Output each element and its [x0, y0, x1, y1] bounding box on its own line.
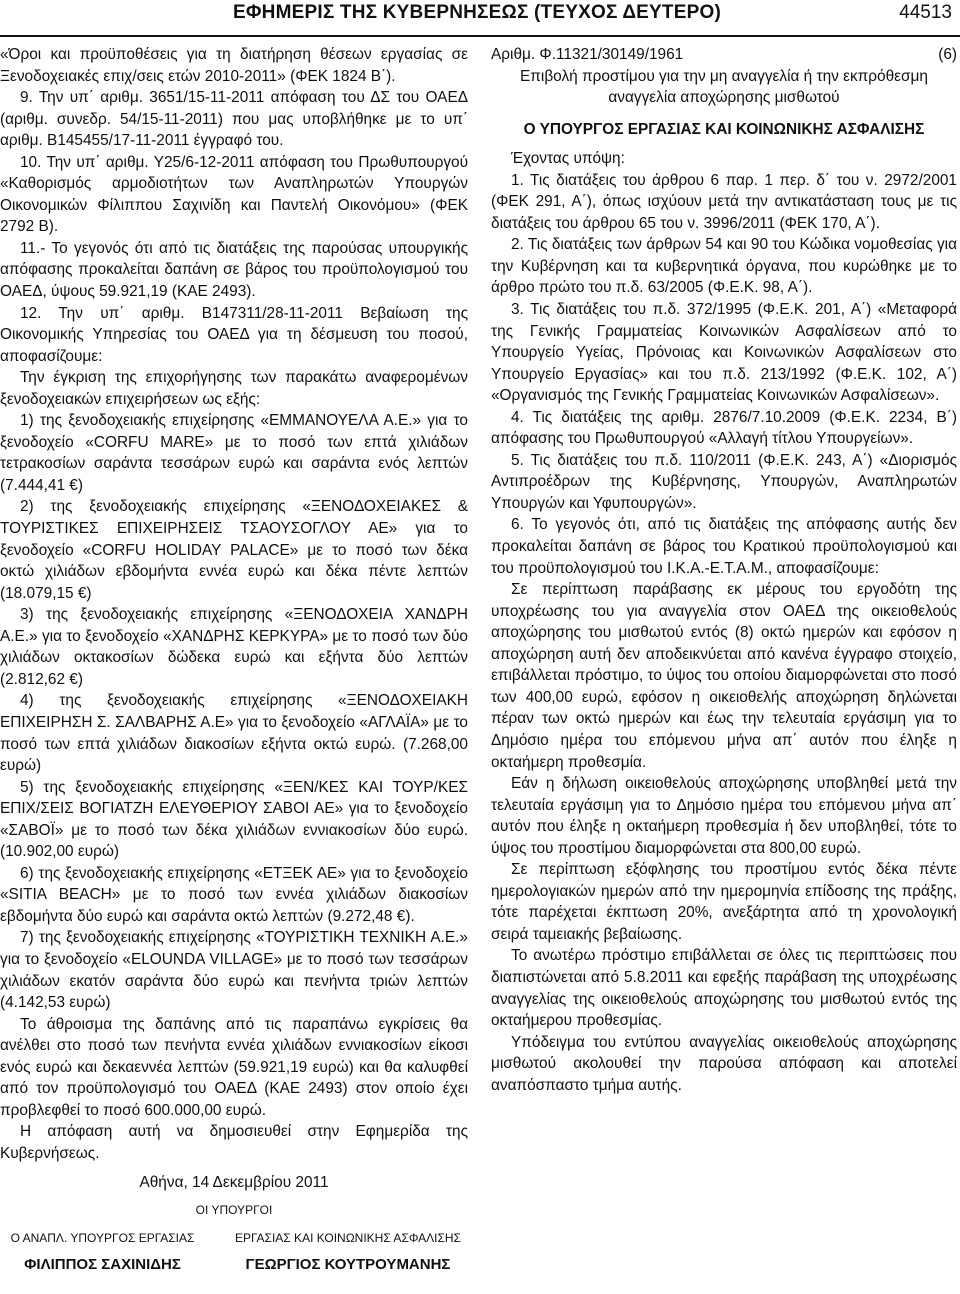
approval-item: 2) της ξενοδοχειακής επιχείρησης «ΞΕΝΟΔΟΧΕΙΑΚΕΣ & ΤΟΥΡΙΣΤΙΚΕΣ ΕΠΙΧΕΙΡΗΣΕΙΣ ΤΣΑΟΥΣΟΓΛΟΥ ΑΕ» για το ξενοδοχείο «CORFU HOLIDAY PALACE» με το ποσό των δέκα οκτώ χιλιάδων εβδομήντα εννέα ευρώ και δέκα πέντε λεπτών (18.079,15 €)	[0, 498, 468, 602]
signature-name: ΦΙΛΙΠΠΟΣ ΣΑΧΙΝΙΔΗΣ	[24, 1255, 181, 1273]
paragraph: Σε περίπτωση εξόφλησης του προστίμου εντός δέκα πέντε ημερολογιακών ημερών από την ημερομηνία επίδοσης της πράξης, τότε παρέχεται έκπτωση 20%, ανεξάρτητα από τη χρονολογική σειρά ταμειακής βεβαίωσης.	[491, 861, 957, 943]
approval-item: 5) της ξενοδοχειακής επιχείρησης «ΞΕΝ/ΚΕΣ ΚΑΙ ΤΟΥΡ/ΚΕΣ ΕΠΙΧ/ΣΕΙΣ ΒΟΓΙΑΤΖΗ ΕΛΕΥΘΕΡΙΟΥ ΣΑΒΟΙ ΑΕ» για το ξενοδοχείο «ΣΑΒΟΪ» με το ποσό των δέκα χιλιάδων εννιακοσίων δύο ευρώ. (10.902,00 ευρώ)	[0, 778, 468, 861]
paragraph: Εάν η δήλωση οικειοθελούς αποχώρησης υποβληθεί μετά την τελευταία εργάσιμη για το Δημόσιο ημέρα του επόμενου μήνα απ΄ αυτόν που έληξε η οκταήμερη προθεσμία ή δεν υποβληθεί, τότε το ύψος του προστίμου διαμορφώνεται στα 800,00 ευρώ.	[491, 775, 957, 857]
signature-role: Ο ΑΝΑΠΛ. ΥΠΟΥΡΓΟΣ ΕΡΓΑΣΙΑΣ	[10, 1230, 195, 1245]
paragraph: 9. Την υπ΄ αριθμ. 3651/15-11-2011 απόφαση του ΔΣ του ΟΑΕΔ (αριθμ. συνεδρ. 54/15-11-2011) που μας υποβλήθηκε με το υπ΄ αριθμ. Β145455/17-11-2011 έγγραφό του.	[0, 89, 468, 150]
paragraph: 1. Τις διατάξεις του άρθρου 6 παρ. 1 περ. δ΄ του ν. 2972/2001 (ΦΕΚ 291, Α΄), όπως ισχύουν μετά την αντικατάσταση τους με τις διατάξεις του άρθρου 65 του ν. 3996/2011 (ΦΕΚ 170, Α΄).	[491, 171, 957, 232]
decision-ref: Αριθμ. Φ.11321/30149/1961	[491, 46, 684, 63]
paragraph: Το άθροισμα της δαπάνης από τις παραπάνω εγκρίσεις θα ανέλθει στο ποσό των πενήντα εννέα χιλιάδων εννιακοσίων είκοσι ενός ευρώ και δεκαεννέα λεπτών (59.921,19 ευρώ) και θα καλυφθεί από τον προϋπολογισμό του ΟΑΕΔ (ΚΑΕ 2493) στον οποίο έχει προβλεφθεί το ποσό 600.000,00 ευρώ.	[0, 1015, 468, 1119]
signature-block	[0, 1230, 468, 1276]
paragraph: Η απόφαση αυτή να δημοσιευθεί στην Εφημερίδα της Κυβερνήσεως.	[0, 1123, 468, 1162]
paragraph: Υπόδειγμα του εντύπου αναγγελίας οικειοθελούς αποχώρησης μισθωτού ακολουθεί την παρούσα απόφαση και αποτελεί αναπόσπαστο τμήμα αυτής.	[491, 1033, 957, 1094]
paragraph: 12. Την υπ΄ αριθμ. Β147311/28-11-2011 Βεβαίωση της Οικονομικής Υπηρεσίας του ΟΑΕΔ για τη δέσμευση του ποσού, αποφασίζουμε:	[0, 304, 468, 365]
signature-left	[0, 1230, 205, 1276]
city-date: Αθήνα, 14 Δεκεμβρίου 2011	[139, 1174, 329, 1192]
paragraph: 2. Τις διατάξεις των άρθρων 54 και 90 του Κώδικα νομοθεσίας για την Κυβέρνηση και τα κυβερνητικά όργανα, που κυρώθηκε με το άρθρο πρώτο του π.δ. 63/2005 (Φ.Ε.Κ. 98, Α΄).	[491, 236, 957, 297]
decision-number: (6)	[938, 46, 957, 63]
decision-subject: Επιβολή προστίμου για την μη αναγγελία ή την εκπρόθεσμη αναγγελία αποχώρησης μισθωτού	[520, 67, 928, 107]
approval-item: 4) της ξενοδοχειακής επιχείρησης «ΞΕΝΟΔΟΧΕΙΑΚΗ ΕΠΙΧΕΙΡΗΣΗ Σ. ΣΑΛΒΑΡΗΣ Α.Ε» για το ξενοδοχείο «ΑΓΛΑΪΑ» με το ποσό των επτά χιλιάδων διακοσίων εξήντα οκτώ ευρώ. (7.268,00 ευρώ)	[0, 692, 468, 775]
paragraph: 4. Τις διατάξεις της αριθμ. 2876/7.10.2009 (Φ.Ε.Κ. 2234, Β΄) απόφασης του Πρωθυπουργού «Αλλαγή τίτλου Υπουργείων».	[491, 408, 957, 448]
paragraph: 5. Τις διατάξεις του π.δ. 110/2011 (Φ.Ε.Κ. 243, Α΄) «Διορισμός Αντιπροέδρων της Κυβέρνησης, Υπουργών, Αναπληρωτών Υπουργών και Υφυπουργών».	[491, 451, 957, 512]
decision-reference	[491, 44, 957, 66]
left-column	[0, 44, 468, 1275]
approval-item: 1) της ξενοδοχειακής επιχείρησης «ΕΜΜΑΝΟΥΕΛΑ Α.Ε.» για το ξενοδοχείο «CORFU MARE» με το ποσό των επτά χιλιάδων τετρακοσίων σαράντα τεσσάρων ευρώ και σαράντα ενός λεπτών (7.444,41 €)	[0, 412, 468, 494]
signature-name: ΓΕΩΡΓΙΟΣ ΚΟΥΤΡΟΥΜΑΝΗΣ	[245, 1255, 451, 1273]
paragraph: Το ανωτέρω πρόστιμο επιβάλλεται σε όλες τις περιπτώσεις που διαπιστώνεται από 5.8.2011 και εφεξής παράβαση της υποχρέωσης αναγγελίας της οικειοθελούς αποχώρησης του μισθωτού εντός της οκταήμερου προθεσμίας.	[491, 947, 957, 1030]
paragraph: Την έγκριση της επιχορήγησης των παρακάτω αναφερομένων ξενοδοχειακών επιχειρήσεων ως εξής:	[0, 369, 468, 408]
approval-item: 7) της ξενοδοχειακής επιχείρησης «ΤΟΥΡΙΣΤΙΚΗ ΤΕΧΝΙΚΗ Α.Ε.» για το ξενοδοχείο «ELOUNDA VILLAGE» με το ποσό των τεσσάρων χιλιάδων εκατόν σαράντα δύο ευρώ και πενήντα τριών λεπτών (4.142,53 ευρώ)	[0, 929, 468, 1012]
ministers-label: ΟΙ ΥΠΟΥΡΓΟΙ	[195, 1202, 273, 1217]
paragraph: 3. Τις διατάξεις του π.δ. 372/1995 (Φ.Ε.Κ. 201, Α΄) «Μεταφορά της Γενικής Γραμματείας Κοινωνικών Ασφαλίσεων από το Υπουργείο Υγείας, Πρόνοιας και Κοινωνικών Ασφαλίσεων στο Υπουργείο Εργασίας» και του π.δ. 213/1992 (Φ.Ε.Κ. 102, Α΄) «Οργανισμός της Γενικής Γραμματείας Κοινωνικών Ασφαλίσεων».	[491, 301, 957, 405]
signature-role: ΕΡΓΑΣΙΑΣ ΚΑΙ ΚΟΙΝΩΝΙΚΗΣ ΑΣΦΑΛΙΣΗΣ	[235, 1230, 461, 1245]
page-header	[0, 0, 960, 34]
paragraph: Σε περίπτωση παράβασης εκ μέρους του εργοδότη της υποχρέωσης του για αναγγελία στον ΟΑΕΔ της οικειοθελούς αποχώρησης του μισθωτού εντός (8) οκτώ ημερών και εφόσον η αποχώρηση αυτή δεν αποδεικνύεται από κανένα έγγραφο στοιχείο, επιβάλλεται πρόστιμο, το ύψος του οποίου διαμορφώνεται στο ποσό των 400,00 ευρώ, εφόσον η οικειοθελής αποχώρηση δηλώνεται πέραν των οκτώ ημερών και έως την τελευταία εργάσιμη για το Δημόσιο ημέρα του επόμενου μήνα απ΄ αυτόν που έληξε η οκταήμερη προθεσμία.	[491, 581, 957, 771]
signature-right	[228, 1230, 468, 1276]
paragraph: 10. Την υπ΄ αριθμ. Υ25/6-12-2011 απόφαση του Πρωθυπουργού «Καθορισμός αρμοδιοτήτων των Αναπληρωτών Υπουργών Οικονομικών Φίλιππου Σαχινίδη και Παντελή Οικονόμου» (ΦΕΚ 2792 Β).	[0, 153, 468, 236]
paragraph: 6. Το γεγονός ότι, από τις διατάξεις της απόφασης αυτής δεν προκαλείται δαπάνη σε βάρος του Κρατικού προϋπολογισμού και του προϋπολογισμού του Ι.Κ.Α.-Ε.Τ.Α.Μ., αποφασίζουμε:	[491, 516, 957, 577]
ministry-title: Ο ΥΠΟΥΡΓΟΣ ΕΡΓΑΣΙΑΣ ΚΑΙ ΚΟΙΝΩΝΙΚΗΣ ΑΣΦΑΛΙΣΗΣ	[523, 120, 925, 138]
paragraph: 11.- Το γεγονός ότι από τις διατάξεις της παρούσας υπουργικής απόφασης προκαλείται δαπάνη σε βάρος του προϋπολογισμού του ΟΑΕΔ, ύψους 59.921,19 (ΚΑΕ 2493).	[0, 239, 468, 301]
header-divider	[0, 35, 960, 37]
approval-item: 3) της ξενοδοχειακής επιχείρησης «ΞΕΝΟΔΟΧΕΙΑ ΧΑΝΔΡΗ Α.Ε.» για το ξενοδοχείο «ΧΑΝΔΡΗΣ ΚΕΡΚΥΡΑ» με το ποσό των δύο χιλιάδων οκτακοσίων δώδεκα ευρώ και εξήντα δύο λεπτών (2.812,62 €)	[0, 606, 468, 688]
gazette-title: ΕΦΗΜΕΡΙΣ ΤΗΣ ΚΥΒΕΡΝΗΣΕΩΣ (ΤΕΥΧΟΣ ΔΕΥΤΕΡΟ)	[233, 2, 721, 23]
paragraph: «Όροι και προϋποθέσεις για τη διατήρηση θέσεων εργασίας σε Ξενοδοχειακές επιχ/σεις ετών 2010-2011» (ΦΕΚ 1824 Β΄).	[0, 46, 468, 85]
approval-item: 6) της ξενοδοχειακής επιχείρησης «ΕΤΞΕΚ ΑΕ» για το ξενοδοχείο «SITIA BEACH» με το ποσό των εννέα χιλιάδων διακοσίων εβδομήντα δύο ευρώ και σαράντα οκτώ λεπτών (9.272,48 €).	[0, 864, 468, 925]
page-number: 44513	[899, 2, 952, 23]
right-column	[491, 44, 957, 1096]
having-regard: Έχοντας υπόψη:	[511, 150, 625, 168]
